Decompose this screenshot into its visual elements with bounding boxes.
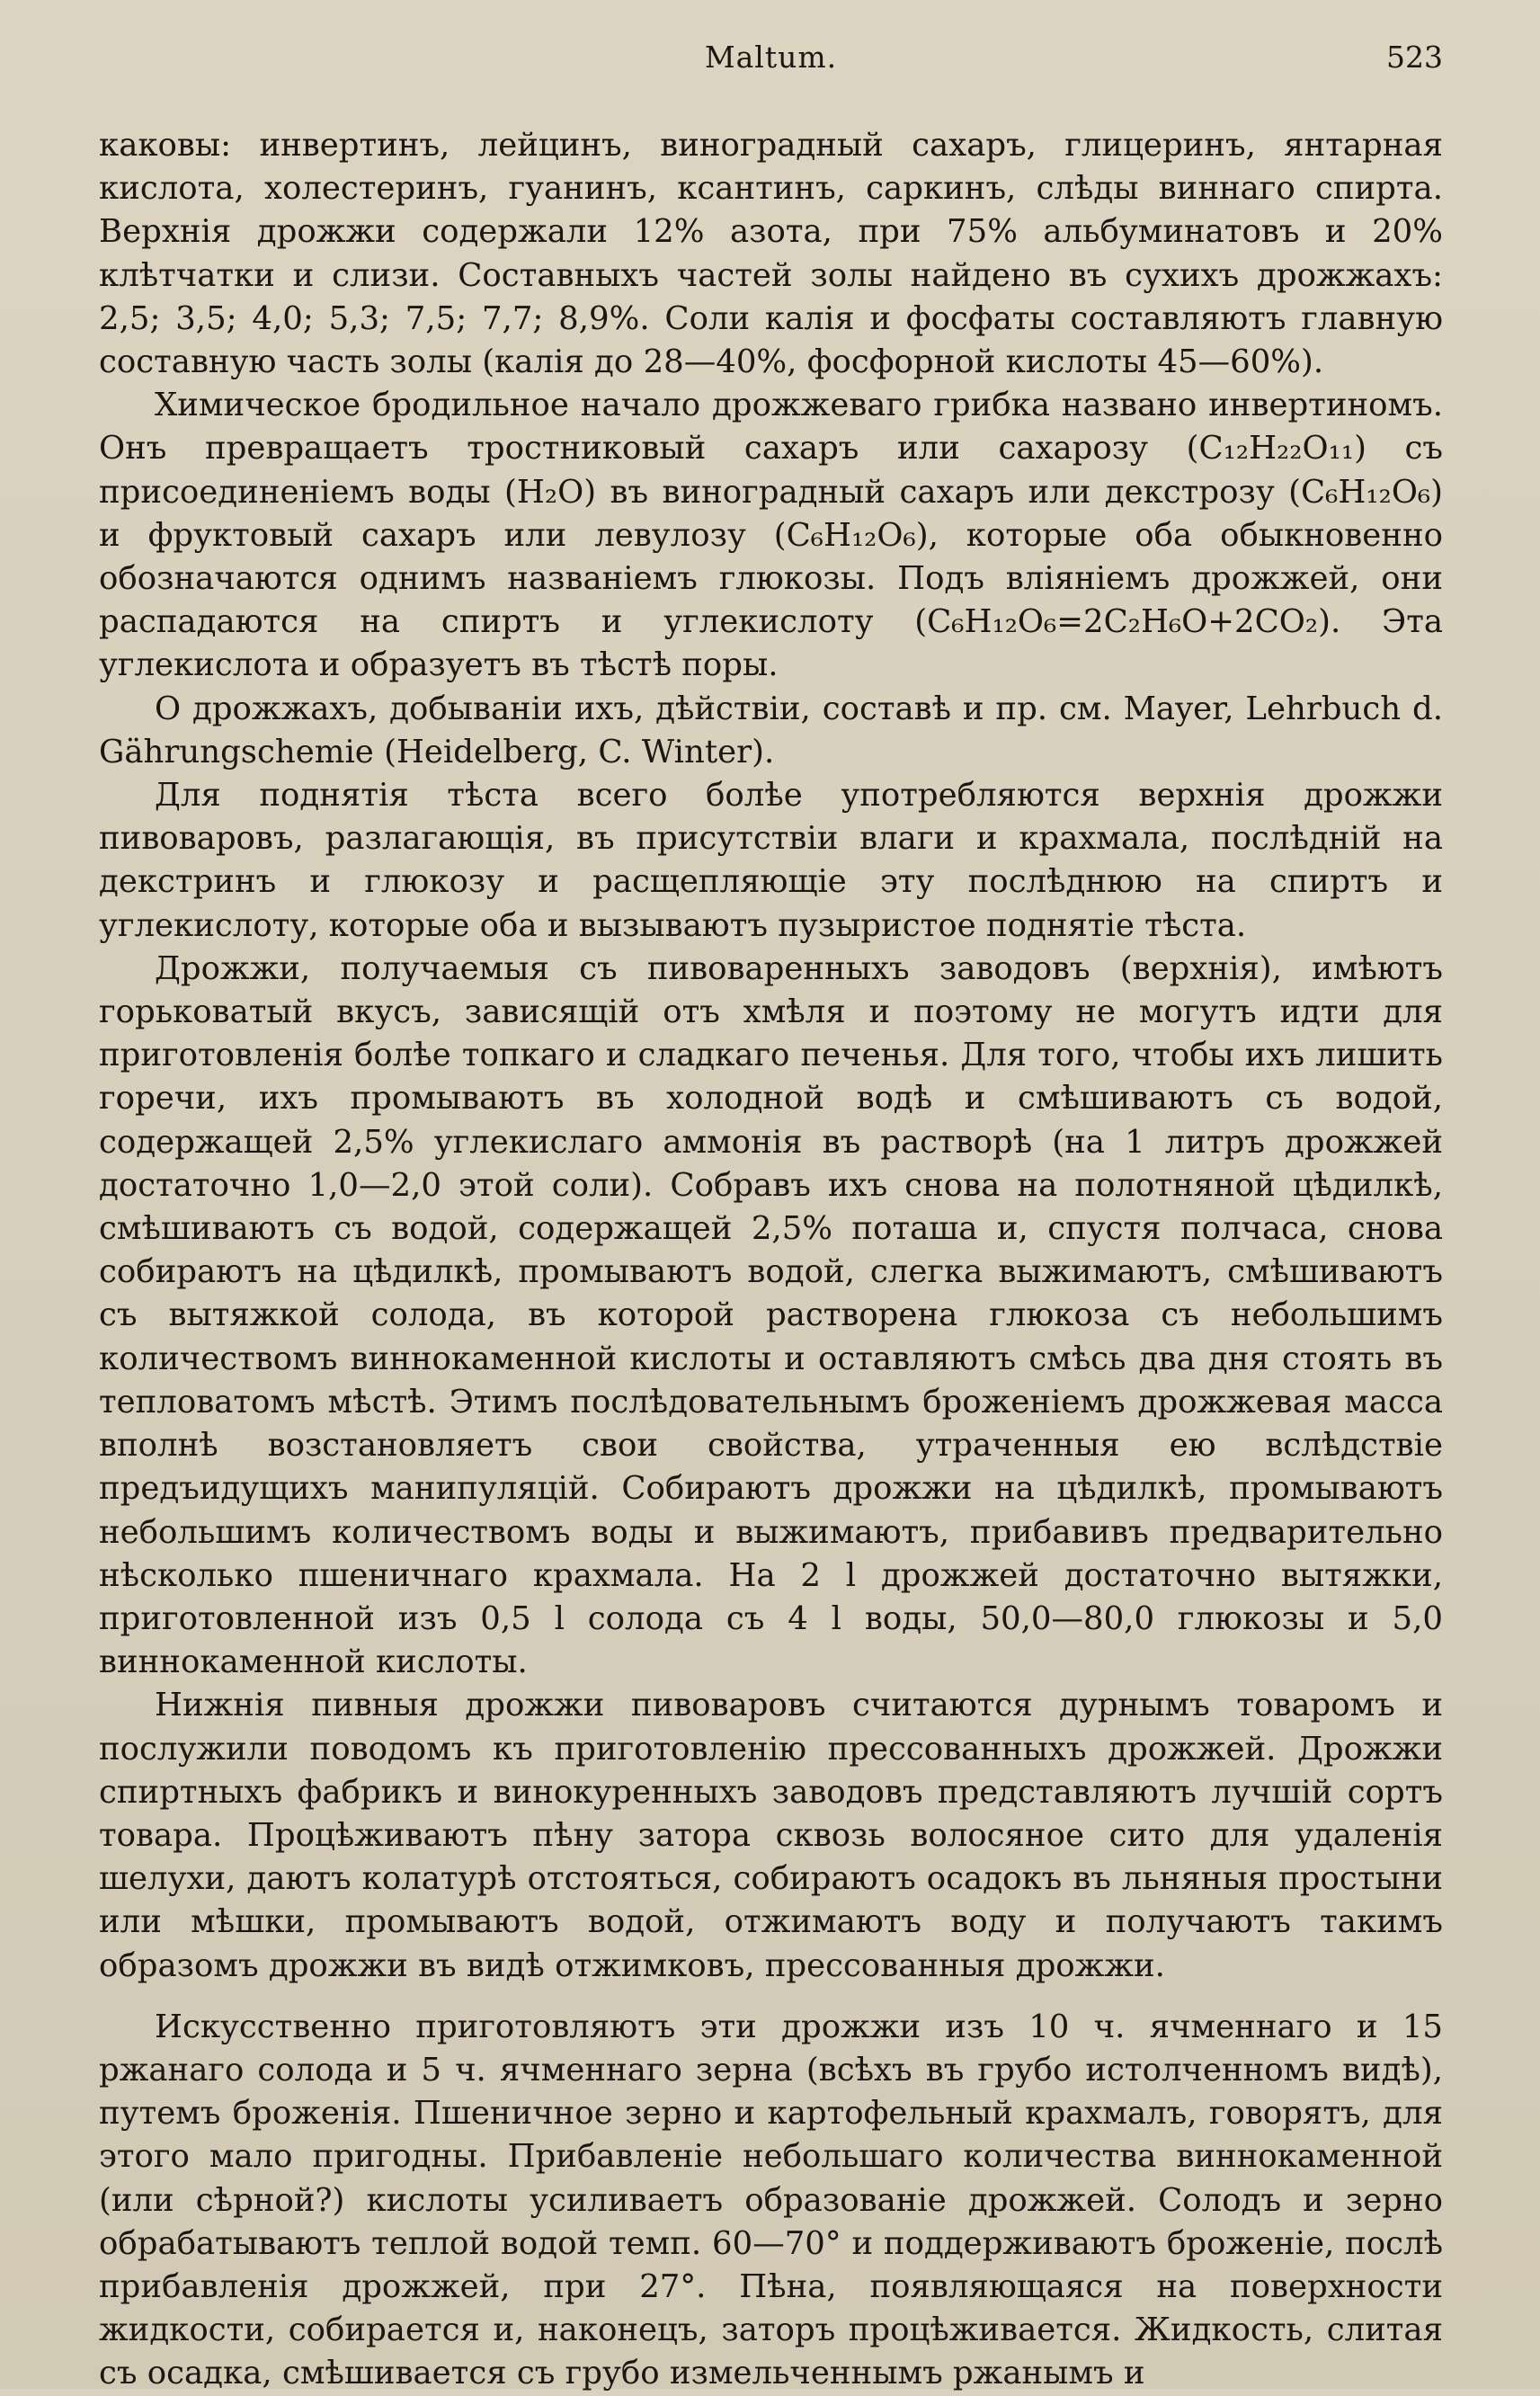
body-text — [99, 124, 1443, 2396]
page-number: 523 — [1386, 40, 1443, 75]
paragraph-brewery-yeast: Дрожжи, получаемыя съ пивоваренныхъ заводовъ (верхнія), имѣютъ горьковатый вкусъ, зависящій отъ хмѣля и поэтому не могутъ идти для приготовленія болѣе топкаго и сладкаго печенья. Для того, чтобы ихъ лишить горечи, ихъ промываютъ въ холодной водѣ и смѣшиваютъ съ водой, содержащей 2,5% углекислаго аммонія въ растворѣ (на 1 литръ дрожжей достаточно 1,0—2,0 этой соли). Собравъ ихъ снова на полотняной цѣдилкѣ, смѣшиваютъ съ водой, содержащей 2,5% поташа и, спустя полчаса, снова собираютъ на цѣдилкѣ, промываютъ водой, слегка выжимаютъ, смѣшиваютъ съ вытяжкой солода, въ которой растворена глюкоза съ небольшимъ количествомъ виннокаменной кислоты и оставляютъ смѣсь два дня стоять въ тепловатомъ мѣстѣ. Этимъ послѣдовательнымъ броженіемъ дрожжевая масса вполнѣ возстановляетъ свои свойства, утраченныя ею вслѣдствіе предъидущихъ манипуляцій. Собираютъ дрожжи на цѣдилкѣ, промываютъ небольшимъ количествомъ воды и выжимаютъ, прибавивъ предварительно нѣсколько пшеничнаго крахмала. На 2 l дрожжей достаточно вытяжки, приготовленной изъ 0,5 l солода съ 4 l воды, 50,0—80,0 глюкозы и 5,0 виннокаменной кислоты. — [99, 949, 1443, 1681]
paragraph-dough-raising: Для поднятія тѣста всего болѣе употребляются верхнія дрожжи пивоваровъ, разлагающія, въ присутствіи влаги и крахмала, послѣдній на декстринъ и глюкозу и расщепляющіе эту послѣднюю на спиртъ и углекислоту, которые оба и вызываютъ пузыристое поднятіе тѣста. — [99, 777, 1443, 944]
running-title: Maltum. — [704, 40, 838, 75]
paragraph-invertin: Химическое бродильное начало дрожжеваго грибка названо инвертиномъ. Онъ превращаетъ тростниковый сахаръ или сахарозу (C₁₂H₂₂O₁₁) съ присоединеніемъ воды (H₂O) въ виноградный сахаръ или декстрозу (C₆H₁₂O₆) и фруктовый сахаръ или левулозу (C₆H₁₂O₆), которые оба обыкновенно обозначаются однимъ названіемъ глюкозы. Подъ вліяніемъ дрожжей, они распадаются на спиртъ и углекислоту (C₆H₁₂O₆=2C₂H₆O+2CO₂). Эта углекислота и образуетъ въ тѣстѣ поры. — [99, 387, 1443, 684]
paragraph-reference: О дрожжахъ, добываніи ихъ, дѣйствіи, составѣ и пр. см. Mayer, Lehrbuch d. Gährungschemie (Heidelberg, C. Winter). — [99, 690, 1443, 770]
paragraph-pressed-yeast: Нижнія пивныя дрожжи пивоваровъ считаются дурнымъ товаромъ и послужили поводомъ къ приготовленію прессованныхъ дрожжей. Дрожжи спиртныхъ фабрикъ и винокуренныхъ заводовъ представляютъ лучшій сортъ товара. Процѣживаютъ пѣну затора сквозь волосяное сито для удаленія шелухи, даютъ колатурѣ отстояться, собираютъ осадокъ въ льняныя простыни или мѣшки, промываютъ водой, отжимаютъ воду и получаютъ такимъ образомъ дрожжи въ видѣ отжимковъ, прессованныя дрожжи. — [99, 1687, 1443, 1984]
paragraph-yeast-composition: каковы: инвертинъ, лейцинъ, виноградный сахаръ, глицеринъ, янтарная кислота, холестеринъ, гуанинъ, ксантинъ, саркинъ, слѣды виннаго спирта. Верхнія дрожжи содержали 12% азота, при 75% альбуминатовъ и 20% клѣтчатки и слизи. Составныхъ частей золы найдено въ сухихъ дрожжахъ: 2,5; 3,5; 4,0; 5,3; 7,5; 7,7; 8,9%. Соли калія и фосфаты составляютъ главную составную часть золы (калія до 28—40%, фосфорной кислоты 45—60%). — [99, 127, 1443, 381]
paragraph-artificial-yeast: Искусственно приготовляютъ эти дрожжи изъ 10 ч. ячменнаго и 15 ржанаго солода и 5 ч. ячменнаго зерна (всѣхъ въ грубо истолченномъ видѣ), путемъ броженія. Пшеничное зерно и картофельный крахмалъ, говорятъ, для этого мало пригодны. Прибавленіе небольшаго количества виннокаменной (или сѣрной?) кислоты усиливаетъ образованіе дрожжей. Солодъ и зерно обрабатываютъ теплой водой темп. 60—70° и поддерживаютъ броженіе, послѣ прибавленія дрожжей, при 27°. Пѣна, появляющаяся на поверхности жидкости, собирается и, наконецъ, заторъ процѣживается. Жидкость, слитая съ осадка, смѣшивается съ грубо измельченнымъ ржанымъ и — [99, 2008, 1443, 2392]
page-header — [99, 40, 1443, 85]
